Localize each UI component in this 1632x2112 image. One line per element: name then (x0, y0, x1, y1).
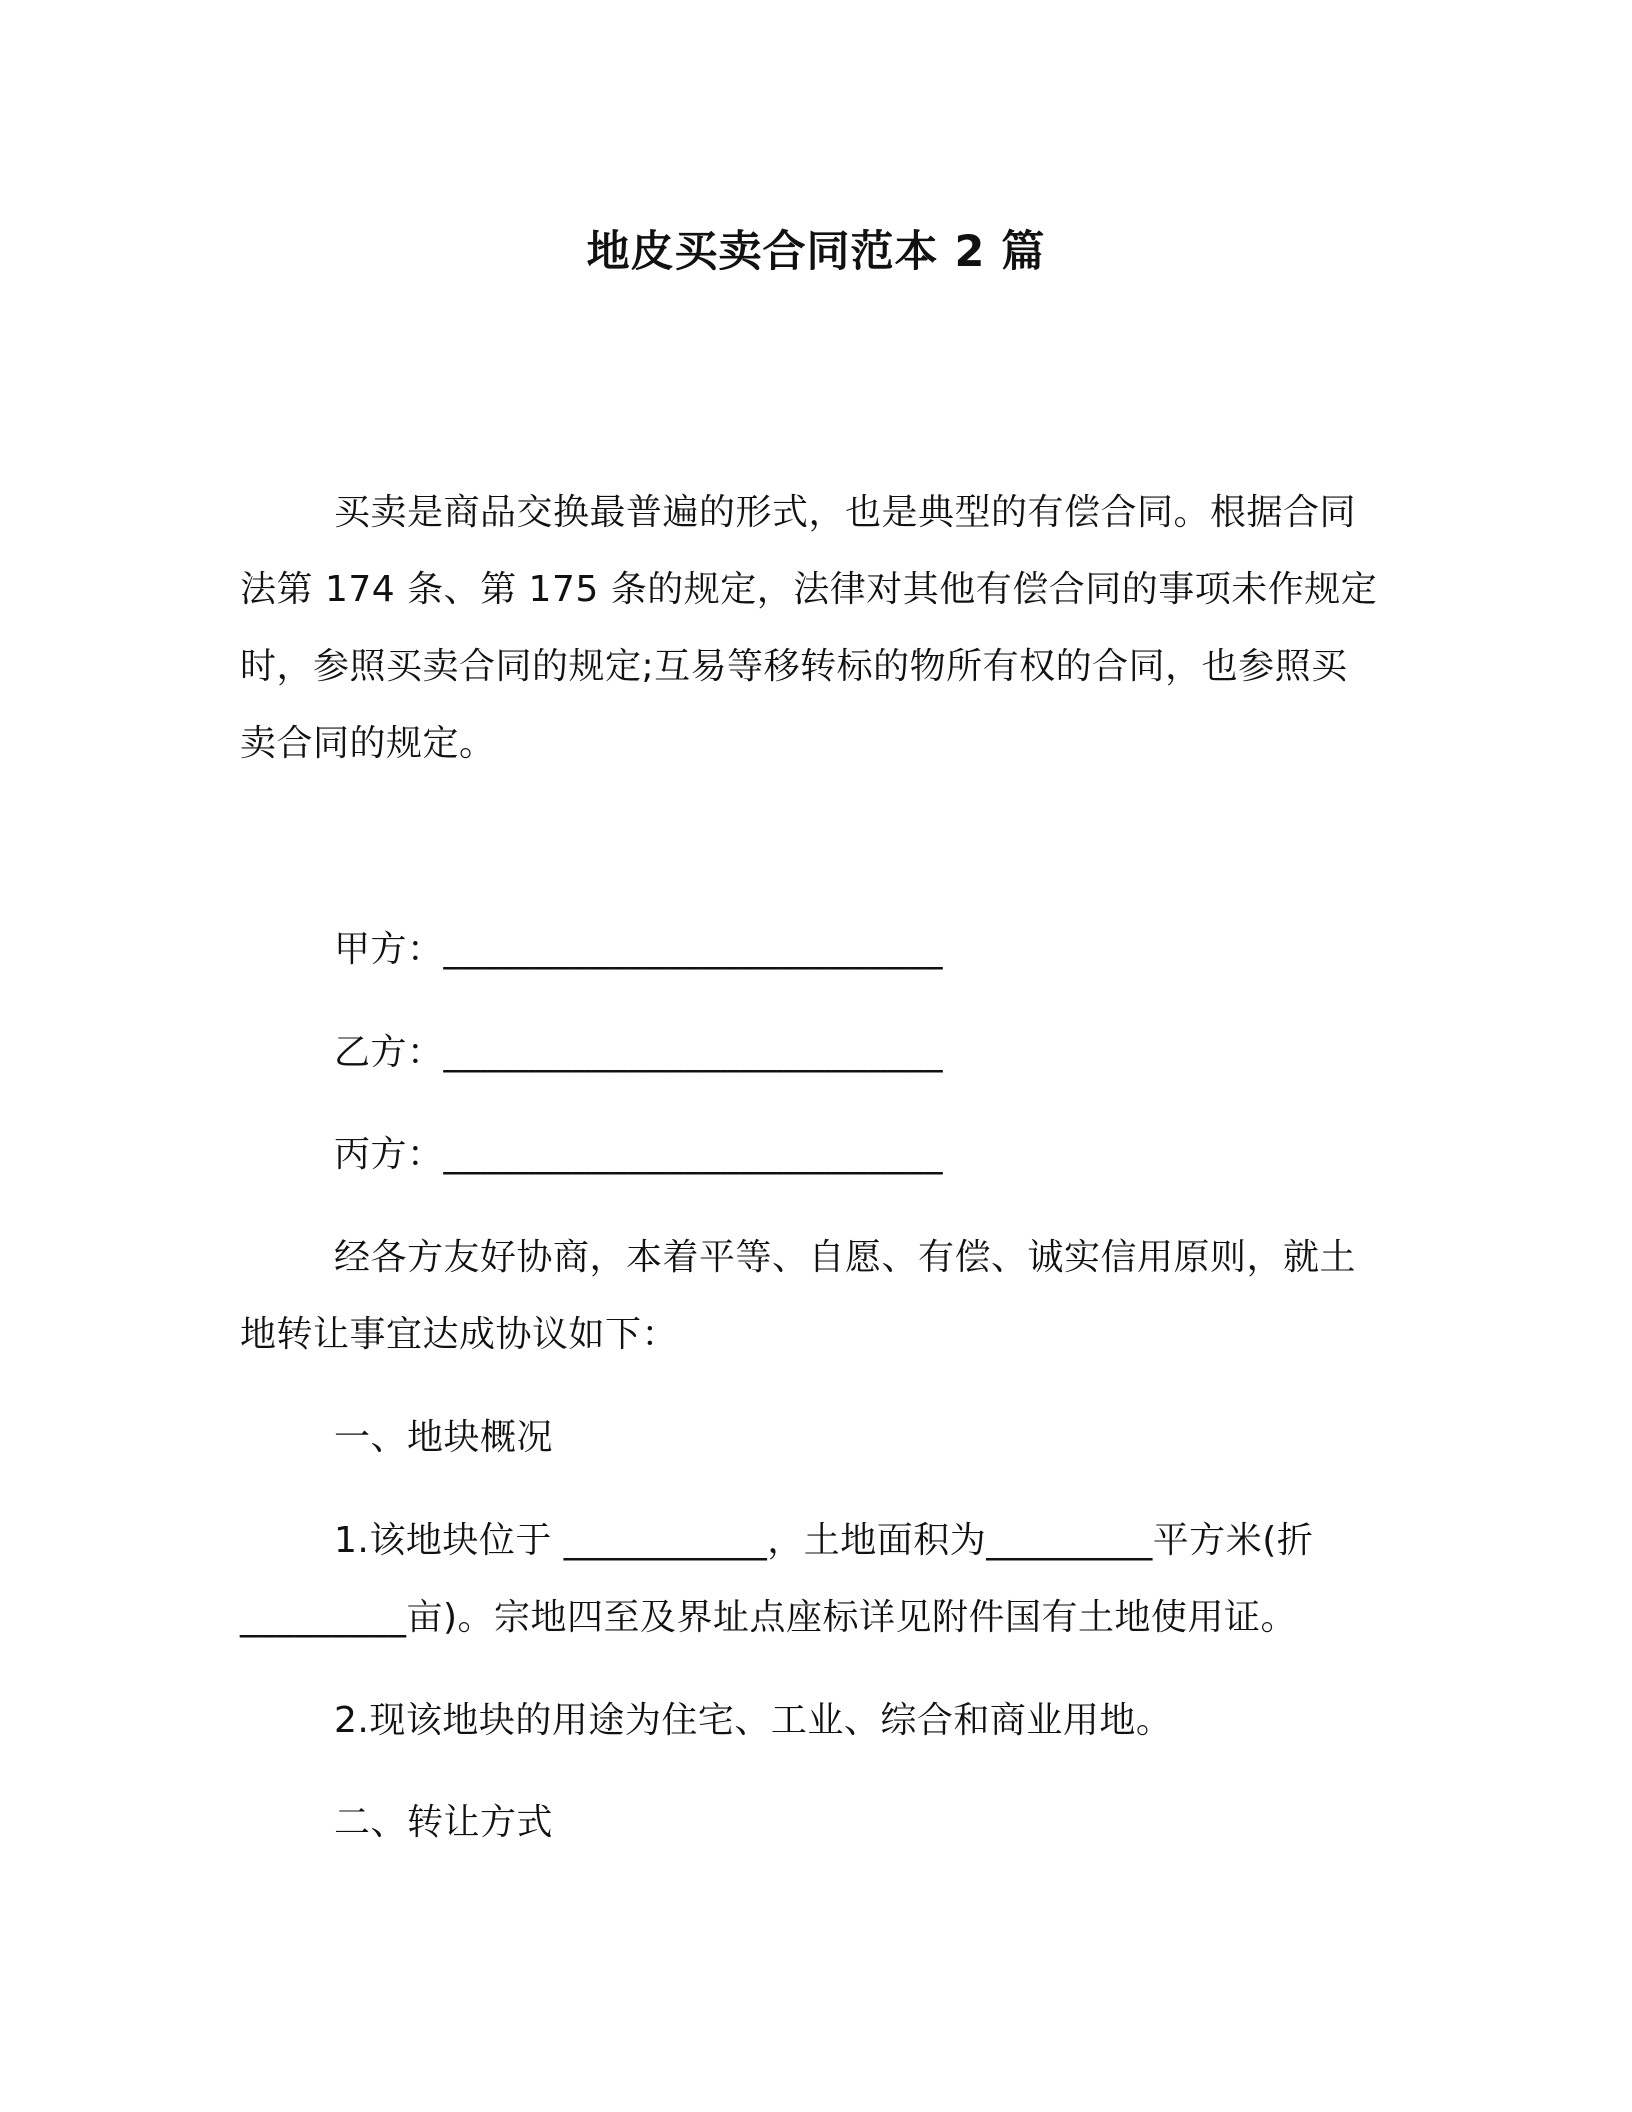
intro-line-2: 法第 174 条、第 175 条的规定，法律对其他有偿合同的事项未作规定 (240, 569, 1378, 610)
section-1-item-1-line-1: 1.该地块位于 ___________，土地面积为_________平方米(折 (334, 1520, 1314, 1561)
party-b-line: 乙方：___________________________ (334, 1032, 944, 1073)
party-a-line: 甲方：___________________________ (334, 929, 944, 970)
intro-line-3: 时，参照买卖合同的规定;互易等移转标的物所有权的合同，也参照买 (240, 646, 1348, 687)
intro-line-4: 卖合同的规定。 (240, 723, 496, 764)
section-1-item-2: 2.现该地块的用途为住宅、工业、综合和商业用地。 (334, 1700, 1173, 1741)
document-title: 地皮买卖合同范本 2 篇 (586, 227, 1046, 277)
agreement-line-1: 经各方友好协商，本着平等、自愿、有偿、诚实信用原则，就土 (334, 1237, 1357, 1278)
agreement-line-2: 地转让事宜达成协议如下： (240, 1314, 679, 1355)
section-2-heading: 二、转让方式 (334, 1802, 554, 1843)
intro-line-1: 买卖是商品交换最普遍的形式，也是典型的有偿合同。根据合同 (334, 492, 1357, 533)
section-1-heading: 一、地块概况 (334, 1417, 554, 1458)
party-c-line: 丙方：___________________________ (334, 1134, 944, 1175)
section-1-item-1-line-2: _________亩)。宗地四至及界址点座标详见附件国有土地使用证。 (240, 1597, 1298, 1638)
